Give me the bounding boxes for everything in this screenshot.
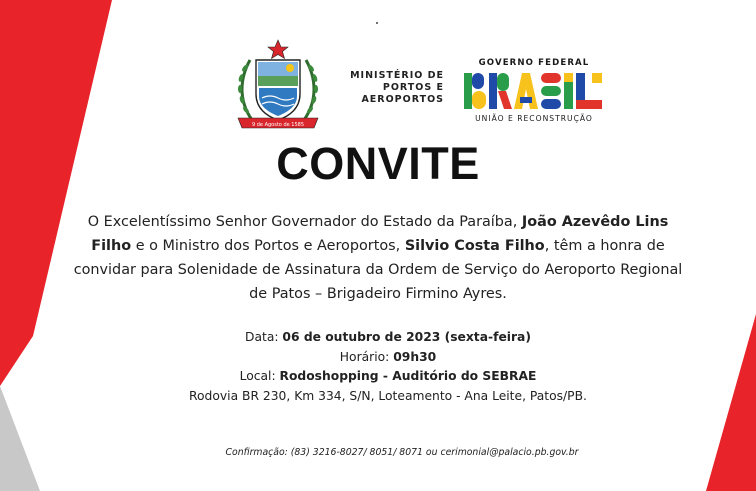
- dot-mark: [376, 22, 378, 24]
- time-line: [0, 348, 756, 368]
- page-title: CONVITE: [276, 138, 480, 189]
- brasil-wordmark-text: BRASIL: [462, 69, 466, 70]
- date-value: 06 de outubro de 2023 (sexta-feira): [282, 330, 531, 344]
- invitation-text-1: O Excelentíssimo Senhor Governador do Estado da Paraíba,: [87, 214, 522, 230]
- minister-name: Silvio Costa Filho: [404, 238, 545, 254]
- place-label: Local:: [239, 369, 280, 383]
- invitation-text-3: , têm a honra de convidar para Solenidade de Assinatura da Ordem de Serviço do Aeroporto Regional de Patos – Brigadeiro Firmino Ayres.: [73, 238, 683, 302]
- date-line: [0, 328, 756, 348]
- time-value: 09h30: [393, 349, 437, 364]
- place-line: [0, 367, 756, 387]
- invitation-paragraph: [70, 210, 686, 306]
- ministry-line-1: MINISTÉRIO DE: [350, 70, 444, 81]
- governo-federal-tagline: UNIÃO E RECONSTRUÇÃO: [475, 114, 593, 123]
- brasil-wordmark-icon: [462, 69, 606, 113]
- governo-federal-label: GOVERNO FEDERAL: [478, 58, 590, 68]
- confirmation-text: Confirmação: (83) 3216-8027/ 8051/ 8071 ou cerimonial@palacio.pb.gov.br: [225, 447, 579, 458]
- date-label: Data:: [245, 330, 283, 344]
- crest-motto: 9 de Agosto de 1585: [251, 122, 305, 128]
- place-value: Rodoshopping - Auditório do SEBRAE: [279, 369, 537, 383]
- time-label: Horário:: [339, 349, 394, 364]
- governo-federal-logo: [462, 58, 606, 130]
- address-line: Rodovia BR 230, Km 334, S/N, Loteamento - Ana Leite, Patos/PB.: [189, 388, 587, 403]
- ministry-line-3: AEROPORTOS: [361, 94, 444, 105]
- ministry-logo-text: [344, 70, 444, 106]
- governor-name: João Azevêdo Lins Filho: [91, 214, 669, 254]
- ministry-line-2: PORTOS E: [382, 82, 444, 93]
- event-details: [0, 328, 756, 406]
- paraiba-coat-of-arms-icon: [230, 38, 326, 132]
- invitation-text-2: e o Ministro dos Portos e Aeroportos,: [131, 238, 405, 254]
